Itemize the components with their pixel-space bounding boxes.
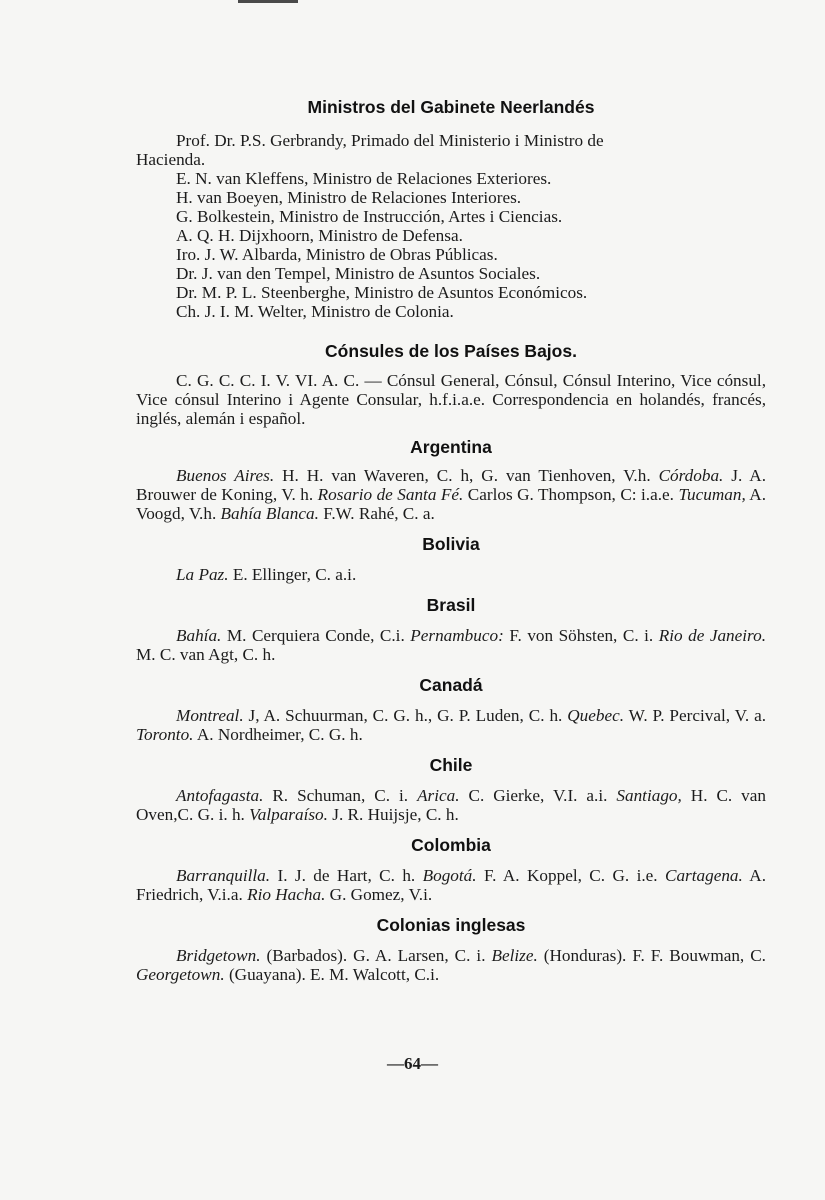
consul-entry: (Guayana). E. M. Walcott, C.i.	[224, 965, 440, 984]
ministros-list	[136, 131, 766, 321]
heading-chile: Chile	[429, 755, 473, 775]
city-name: Barranquilla.	[176, 866, 271, 885]
consul-entry: F.W. Rahé, C. a.	[318, 504, 435, 523]
minister-line: A. Q. H. Dijxhoorn, Ministro de Defensa.	[176, 226, 463, 245]
consul-entry: H. C. van Oven,C. G. i. h.	[136, 786, 766, 824]
heading-brasil: Brasil	[426, 595, 476, 615]
consul-entry: M. Cerquiera Conde, C.i.	[221, 626, 411, 645]
city-name: Quebec.	[567, 706, 625, 725]
page-content	[136, 96, 766, 984]
binding-mark	[238, 0, 298, 3]
consul-entry: E. Ellinger, C. a.i.	[228, 565, 357, 584]
page-number: —64—	[387, 1054, 438, 1073]
bolivia-paragraph	[136, 565, 766, 584]
city-name: Rio Hacha.	[247, 885, 326, 904]
minister-line: E. N. van Kleffens, Ministro de Relaciones Exteriores.	[176, 169, 552, 188]
minister-line: G. Bolkestein, Ministro de Instrucción, Artes i Ciencias.	[176, 207, 563, 226]
canada-paragraph	[136, 706, 766, 744]
colonias-paragraph	[136, 946, 766, 984]
consul-entry: (Barbados). G. A. Larsen, C. i.	[260, 946, 492, 965]
city-name: Rosario de Santa Fé.	[317, 485, 464, 504]
argentina-paragraph	[136, 466, 766, 523]
city-name: Bahía Blanca.	[220, 504, 319, 523]
consul-entry: A. Nordheimer, C. G. h.	[193, 725, 363, 744]
city-name: Córdoba.	[658, 466, 724, 485]
consul-entry: I. J. de Hart, C. h.	[270, 866, 423, 885]
chile-paragraph	[136, 786, 766, 824]
heading-colombia: Colombia	[411, 835, 491, 855]
city-name: Buenos Aires.	[176, 466, 275, 485]
consul-entry: W. P. Percival, V. a.	[624, 706, 766, 725]
heading-colonias: Colonias inglesas	[376, 915, 526, 935]
city-name: Pernambuco:	[410, 626, 504, 645]
city-name: La Paz.	[176, 565, 229, 584]
consul-entry: G. Gomez, V.i.	[325, 885, 433, 904]
minister-line: Hacienda.	[136, 150, 206, 169]
city-name: Belize.	[491, 946, 538, 965]
consul-entry: H. H. van Waveren, C. h, G. van Tienhoven, V.h.	[274, 466, 659, 485]
city-name: Bahía.	[176, 626, 222, 645]
city-name: Antofagasta.	[176, 786, 264, 805]
minister-line: Dr. M. P. L. Steenberghe, Ministro de Asuntos Económicos.	[176, 283, 588, 302]
city-name: Tucuman,	[678, 485, 746, 504]
consul-entry: R. Schuman, C. i.	[263, 786, 418, 805]
consul-entry: F. A. Koppel, C. G. i.e.	[476, 866, 665, 885]
city-name: Cartagena.	[665, 866, 743, 885]
minister-line: Iro. J. W. Albarda, Ministro de Obras Públicas.	[176, 245, 498, 264]
brasil-paragraph	[136, 626, 766, 664]
consul-entry: F. von Söhsten, C. i.	[503, 626, 659, 645]
colombia-paragraph	[136, 866, 766, 904]
heading-ministros: Ministros del Gabinete Neerlandés	[307, 97, 595, 117]
minister-line: H. van Boeyen, Ministro de Relaciones Interiores.	[176, 188, 522, 207]
minister-line: Ch. J. I. M. Welter, Ministro de Colonia.	[176, 302, 454, 321]
consul-entry: A. Voogd, V.h.	[136, 485, 766, 523]
consul-entry: (Honduras). F. F. Bouwman, C.	[537, 946, 766, 965]
consul-entry: C. Gierke, V.I. a.i.	[459, 786, 617, 805]
city-name: Georgetown.	[136, 965, 225, 984]
heading-consules: Cónsules de los Países Bajos.	[325, 341, 577, 361]
heading-canada: Canadá	[419, 675, 483, 695]
city-name: Rio de Janeiro.	[658, 626, 766, 645]
heading-bolivia: Bolivia	[422, 534, 480, 554]
city-name: Bridgetown.	[176, 946, 261, 965]
city-name: Bogotá.	[422, 866, 477, 885]
consules-paragraph: C. G. C. C. I. V. VI. A. C. — Cónsul General, Cónsul, Cónsul Interino, Vice cónsul, Vice cónsul Interino i Agente Consular, h.f.i.a.e. Correspondencia en holandés, francés, inglés, alemán i español.	[136, 371, 766, 428]
city-name: Toronto.	[136, 725, 194, 744]
minister-line: Dr. J. van den Tempel, Ministro de Asuntos Sociales.	[176, 264, 541, 283]
city-name: Montreal.	[176, 706, 244, 725]
minister-line: Prof. Dr. P.S. Gerbrandy, Primado del Ministerio i Ministro de	[176, 131, 604, 150]
city-name: Santiago,	[616, 786, 682, 805]
heading-argentina: Argentina	[410, 437, 492, 457]
city-name: Valparaíso.	[249, 805, 328, 824]
consul-entry: J. A. Brouwer de Koning, V. h.	[136, 466, 766, 504]
consul-entry: Carlos G. Thompson, C: i.a.e.	[463, 485, 679, 504]
city-name: Arica.	[417, 786, 460, 805]
consul-entry: J, A. Schuurman, C. G. h., G. P. Luden, C. h.	[243, 706, 568, 725]
consul-entry: M. C. van Agt, C. h.	[136, 645, 276, 664]
consul-entry: A. Friedrich, V.i.a.	[136, 866, 766, 904]
consul-entry: J. R. Huijsje, C. h.	[327, 805, 459, 824]
